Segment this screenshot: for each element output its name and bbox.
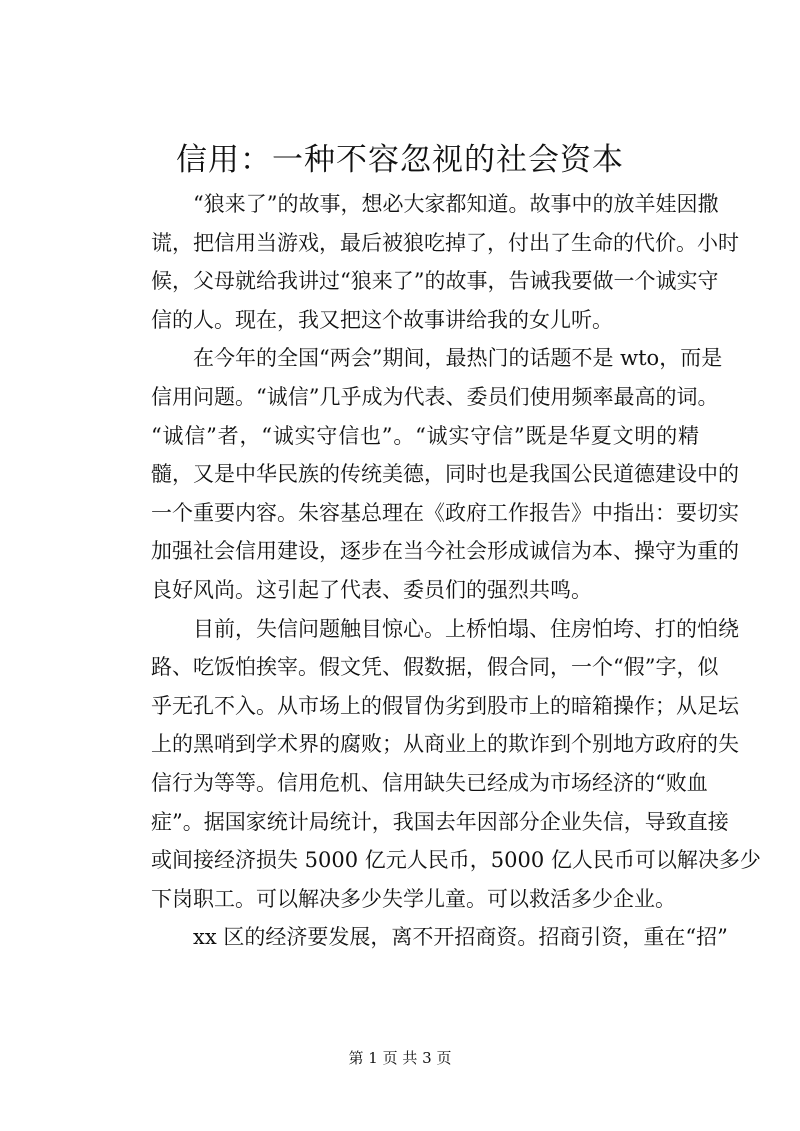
text-line: 症”。据国家统计局统计，我国去年因部分企业失信，导致直接 (151, 809, 729, 834)
paragraph-2 (109, 339, 739, 609)
text-line: 下岗职工。可以解决多少失学儿童。可以救活多少企业。 (151, 886, 676, 911)
text-line: 或间接经济损失 5000 亿元人民币，5000 亿人民币可以解决多少 (151, 848, 761, 873)
text-line: “狼来了”的故事，想必大家都知道。故事中的放羊娃因撒 (193, 192, 719, 216)
paragraph-1 (109, 185, 739, 339)
text-line: 一个重要内容。朱容基总理在《政府工作报告》中指出：要切实 (151, 500, 739, 525)
text-line: 乎无孔不入。从市场上的假冒伪劣到股市上的暗箱操作；从足坛 (151, 693, 739, 718)
text-line: “诚信”者，“诚实守信也”。“诚实守信”既是华夏文明的精 (151, 423, 699, 448)
text-line: 目前，失信问题触目惊心。上桥怕塌、住房怕垮、打的怕绕 (193, 616, 739, 641)
text-line: 谎，把信用当游戏，最后被狼吃掉了，付出了生命的代价。小时 (151, 230, 739, 255)
text-line: 信用问题。“诚信”几乎成为代表、委员们使用频率最高的词。 (151, 384, 719, 409)
document-title: 信用：一种不容忽视的社会资本 (176, 142, 624, 178)
text-line: 信的人。现在，我又把这个故事讲给我的女儿听。 (151, 307, 613, 332)
paragraph-3 (109, 610, 761, 919)
text-line: xx 区的经济要发展，离不开招商资。招商引资，重在“招” (193, 925, 728, 950)
text-line: 良好风尚。这引起了代表、委员们的强烈共鸣。 (151, 577, 592, 602)
text-line: 上的黑哨到学术界的腐败；从商业上的欺诈到个别地方政府的失 (151, 732, 739, 757)
text-line: 路、吃饭怕挨宰。假文凭、假数据，假合同，一个“假”字，似 (151, 655, 719, 680)
paragraph-4 (109, 918, 728, 957)
text-line: 信行为等等。信用危机、信用缺失已经成为市场经济的“败血 (151, 770, 708, 795)
text-line: 加强社会信用建设，逐步在当今社会形成诚信为本、操守为重的 (151, 539, 739, 564)
text-line: 在今年的全国“两会”期间，最热门的话题不是 wto，而是 (193, 346, 723, 371)
page-footer: 第 1 页 共 3 页 (348, 1049, 452, 1067)
document-body (109, 185, 761, 957)
text-line: 候，父母就给我讲过“狼来了”的故事，告诫我要做一个诚实守 (151, 269, 719, 294)
text-line: 髓，又是中华民族的传统美德，同时也是我国公民道德建设中的 (151, 462, 739, 487)
